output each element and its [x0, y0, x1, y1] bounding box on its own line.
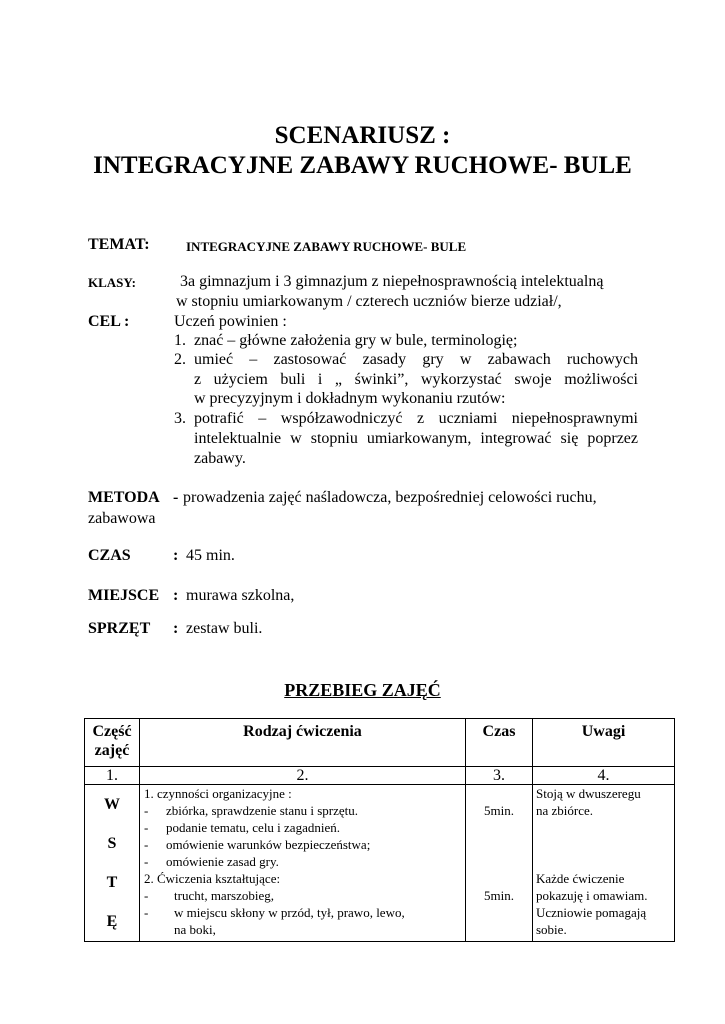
- header-part-line1: Część: [92, 723, 132, 740]
- temat-label: TEMAT:: [88, 236, 150, 253]
- document-title-line1: SCENARIUSZ :: [274, 122, 451, 149]
- time-cell: [466, 785, 533, 942]
- przebieg-title: PRZEBIEG ZAJĘĆ: [284, 680, 441, 700]
- exercise-text: podanie tematu, celu i zagadnień.: [166, 820, 340, 835]
- header-notes: Uwagi: [533, 719, 675, 767]
- lesson-plan-table: [84, 718, 675, 942]
- exercise-text: 1. czynności organizacyjne :: [144, 786, 292, 801]
- column-number: 2.: [140, 767, 466, 785]
- exercise-line: [144, 870, 465, 887]
- miejsce-separator: :: [173, 587, 179, 604]
- cel-item-line: intelektualnie w stopniu umiarkowanym, integrować się poprzez: [194, 430, 638, 447]
- cel-item-number: 2.: [174, 351, 186, 368]
- column-number: 4.: [533, 767, 675, 785]
- note-line: Stoją w dwuszeregu: [536, 786, 641, 801]
- note-line: Uczniowie pomagają: [536, 905, 647, 920]
- exercise-line: [144, 802, 465, 819]
- cel-item-line: w precyzyjnym i dokładnym wykonaniu rzutów:: [194, 390, 506, 407]
- notes-cell: [533, 785, 675, 942]
- czas-label: CZAS: [88, 547, 131, 564]
- temat-value: INTEGRACYJNE ZABAWY RUCHOWE- BULE: [186, 239, 467, 254]
- cel-label: CEL :: [88, 313, 130, 330]
- note-line: na zbiórce.: [536, 803, 594, 818]
- cel-item-line: umieć – zastosować zasady gry w zabawach ruchowych: [194, 351, 638, 368]
- sprzet-value: zestaw buli.: [186, 620, 263, 637]
- part-letter: S: [107, 835, 117, 852]
- miejsce-value: murawa szkolna,: [186, 587, 295, 604]
- metoda-separator: -: [173, 489, 179, 506]
- metoda-line1: prowadzenia zajęć naśladowcza, bezpośredniej celowości ruchu,: [183, 489, 597, 506]
- exercise-cell: [140, 785, 466, 942]
- column-number: 1.: [85, 767, 140, 785]
- cel-item-line: znać – główne założenia gry w bule, terminologię;: [194, 332, 518, 349]
- miejsce-label: MIEJSCE: [88, 587, 160, 604]
- exercise-text: trucht, marszobieg,: [174, 888, 274, 903]
- cel-item-number: 3.: [174, 410, 186, 427]
- klasy-line2: w stopniu umiarkowanym / czterech uczniów bierze udział/,: [176, 293, 562, 310]
- klasy-line1: 3a gimnazjum i 3 gimnazjum z niepełnosprawnością intelektualną: [180, 273, 604, 290]
- part-letter: Ę: [106, 913, 118, 930]
- czas-value: 45 min.: [186, 547, 235, 564]
- metoda-line2: zabawowa: [88, 510, 156, 527]
- cel-item-number: 1.: [174, 332, 186, 349]
- part-letter: T: [106, 874, 118, 891]
- exercise-line: [144, 904, 465, 921]
- cel-item-line: zabawy.: [194, 450, 246, 467]
- czas-separator: :: [173, 547, 179, 564]
- note-line: Każde ćwiczenie: [536, 871, 625, 886]
- cel-intro: Uczeń powinien :: [174, 313, 287, 330]
- column-number: 3.: [466, 767, 533, 785]
- note-line: pokazuję i omawiam.: [536, 888, 648, 903]
- exercise-line: [144, 785, 465, 802]
- exercise-line: [144, 836, 465, 853]
- exercise-text: omówienie zasad gry.: [166, 854, 279, 869]
- exercise-line: [144, 921, 465, 938]
- table-number-row: [85, 767, 675, 785]
- cel-item-line: potrafić – współzawodniczyć z uczniami niepełnosprawnymi: [194, 410, 638, 427]
- part-letter: W: [104, 796, 120, 813]
- note-line: sobie.: [536, 922, 567, 937]
- time-value: 5min.: [484, 803, 514, 818]
- exercise-line: [144, 819, 465, 836]
- exercise-text: zbiórka, sprawdzenie stanu i sprzętu.: [166, 803, 359, 818]
- header-part: [85, 719, 140, 767]
- table-row: [85, 785, 675, 942]
- klasy-label: KLASY:: [88, 275, 136, 290]
- header-kind: Rodzaj ćwiczenia: [140, 719, 466, 767]
- exercise-text: w miejscu skłony w przód, tył, prawo, lewo,: [174, 905, 405, 920]
- dash-bullet: -: [144, 854, 149, 869]
- header-part-line2: zajęć: [94, 742, 130, 759]
- dash-bullet: -: [144, 803, 149, 818]
- time-value: 5min.: [484, 888, 514, 903]
- exercise-text: 2. Ćwiczenia kształtujące:: [144, 871, 281, 886]
- cel-item-line: z użyciem buli i „ świnki”, wykorzystać swoje możliwości: [194, 371, 638, 388]
- dash-bullet: -: [144, 837, 149, 852]
- document-title-line2: INTEGRACYJNE ZABAWY RUCHOWE- BULE: [93, 152, 632, 179]
- metoda-label: METODA: [88, 489, 160, 506]
- exercise-text: na boki,: [174, 922, 216, 937]
- exercise-line: [144, 887, 465, 904]
- exercise-line: [144, 853, 465, 870]
- dash-bullet: -: [144, 905, 149, 920]
- sprzet-label: SPRZĘT: [88, 620, 151, 637]
- dash-bullet: -: [144, 820, 149, 835]
- table-header-row: [85, 719, 675, 767]
- dash-bullet: -: [144, 888, 149, 903]
- exercise-text: omówienie warunków bezpieczeństwa;: [166, 837, 371, 852]
- sprzet-separator: :: [173, 620, 179, 637]
- part-cell: [85, 785, 140, 942]
- header-time: Czas: [466, 719, 533, 767]
